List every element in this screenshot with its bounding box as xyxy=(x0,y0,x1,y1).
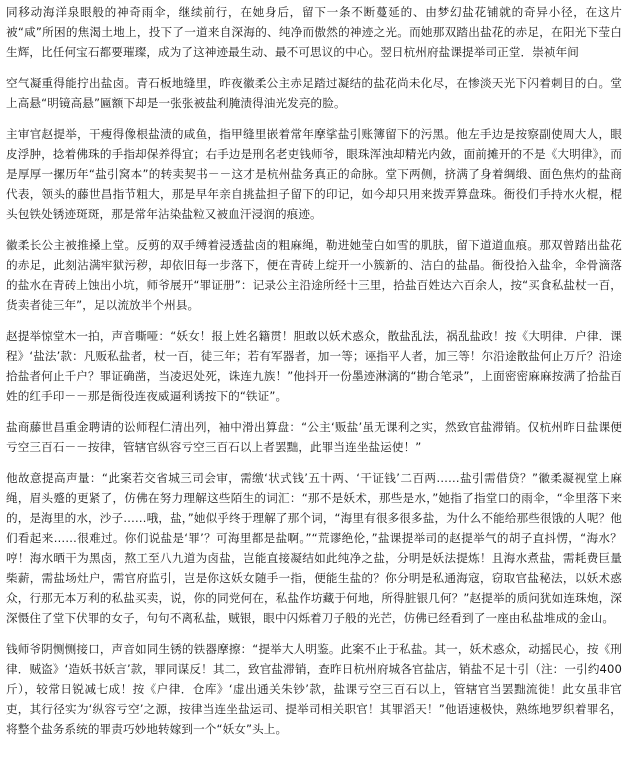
paragraph-5: 赵提举惊堂木一拍，声音嘶哑：“妖女！报上姓名籍贯！胆敢以妖术惑众，散盐乱法，祸乱盐政！按《大明律．户律．课程》‘盐法’款：凡贩私盐者，杖一百，徒三年；若有军器者，加一等；诬指平人者，加三等！尔沿途散盐何止万斤？沿途拾盐者何止千户？罪证确凿，当凌迟处死，诛连九族！”他抖开一份墨迹淋漓的“勘合笔录”，上面密密麻麻按满了拾盐百姓的红手印－－那是衙役连夜威逼利诱按下的“铁证”。 xyxy=(6,329,622,403)
paragraph-3: 主审官赵提举，干瘦得像根盐渍的咸鱼，指甲缝里嵌着常年摩挲盐引账簿留下的污黑。他左手边是按察副使周大人，眼皮浮肿，捻着佛珠的手指却保养得宜；右手边是刑名老吏钱师爷，眼珠浑浊却精光内敛，面前摊开的不是《大明律》，而是厚厚一摞历年“盐引窝本”的转卖契书－－这才是杭州盐务真正的命脉。堂下两侧，挤满了身着绸缎、面色焦灼的盐商代表，领头的藤世昌指节粗大，那是早年亲自挑盐担子留下的印记，如今却只用来拨弄算盘珠。衙役们手持水火棍，棍头包铁处锈迹斑斑，那是常年沾染盐粒又被血汗浸润的痕迹。 xyxy=(6,127,622,221)
paragraph-1: 同移动海洋泉眼般的神奇雨伞，继续前行，在她身后，留下一条不断蔓延的、由梦幻盐花铺就的奇异小径，在这片被“咸”所困的焦渴土地上，投下了一道来自深海的、纯净而傲然的神迹之光。而她那双踏出盐花的赤足，在阳光下莹白生辉，比任何宝石都要璀璨，成为了这神迹最生动、最不可思议的中心。翌日杭州府盐课提举司正堂．崇祯年间 xyxy=(6,5,622,59)
paragraph-4: 徽柔长公主被推搡上堂。反剪的双手缚着浸透盐卤的粗麻绳，勒进她莹白如雪的肌肤，留下道道血痕。那双曾踏出盐花的赤足，此刻沾满牢狱污秽，却依旧每一步落下，便在青砖上绽开一小簇新的、洁白的盐晶。衙役拾入盐伞，伞骨滴落的盐水在青砖上蚀出小坑，师爷展开“罪证册”：记录公主沿途所经十三里，拾盐百姓达六百余人，按“买食私盐杖一百，货卖者徒三年”，足以流放半个州县。 xyxy=(6,238,622,312)
paragraph-8: 钱师爷阴恻恻接口，声音如同生锈的铁器摩擦：“提举大人明鉴。此案不止于私盐。其一，妖术惑众，动摇民心，按《刑律．贼盗》‘造妖书妖言’款，罪同谋反！其二，致官盐滞销，查昨日杭州府城各官盐店，销盐不足十引（注：一引约400斤），较常日锐减七成！按《户律．仓库》‘虚出通关朱钞’款，盐课亏空三百石以上，管辖官当罢黜流徙！此女虽非官吏，其行径实为‘纵容亏空’之源，按律当连坐盐运司、提举司相关职官！其罪滔天！”他语速极快，熟练地罗织着罪名，将整个盐务系统的罪责巧妙地转嫁到一个“妖女”头上。 xyxy=(6,642,622,736)
document-body xyxy=(6,2,622,739)
paragraph-6: 盐商藤世昌重金聘请的讼师程仁清出列，袖中滑出算盘：“公主‘贩盐’虽无课利之实，然致官盐滞销。仅杭州昨日盐课便亏空三百石－－按律，管辖官纵容亏空三百石以上者罢黜，此罪当连坐盐运使！” xyxy=(6,420,622,454)
paragraph-2: 空气凝重得能拧出盐卤。青石板地缝里，昨夜徽柔公主赤足踏过凝结的盐花尚未化尽，在惨淡天光下闪着刺目的白。堂上高悬“明镜高悬”匾额下却是一张张被盐利腌渍得油光发亮的脸。 xyxy=(6,76,622,110)
paragraph-7: 他故意提高声量：“此案若交省城三司会审，需缴‘状式钱’五十两、‘干证钱’二百两……盐引需借贷？”徽柔凝视堂上麻绳，眉头蹙的更紧了，仿佛在努力理解这些陌生的词汇：“那不是妖术，那些是水，”她指了指堂口的雨伞，“伞里落下来的，是海里的水，沙子……哦，盐，”她似乎终于理解了那个词，“海里有很多很多盐，为什么不能给那些很饿的人呢？他们看起来……很难过。你们说盐是‘罪’？可海里都是盐啊。”“荒谬绝伦，”盐课提举司的赵提举气的胡子直抖愣，“海水？哼！海水晒干为黑卤，熬工至八九道为卤盐，岂能直接凝结如此纯净之盐，分明是妖法提炼！且海水煮盐，需耗费巨量柴薪，需盐场灶户，需官府监引，岂是你这妖女随手一指，便能生盐的？你分明是私通海寇，窃取官盐秘法，以妖术惑众，行那无本万利的私盐买卖，说，你的同党何在，私盐作坊藏于何地，所得脏银几何？”赵提举的质问犹如连珠炮，深深慑住了堂下伏罪的女子，句句不离私盐，贼银，眼中闪烁着刀子般的光芒，仿佛已经看到了一座由私盐堆成的金山。 xyxy=(6,471,622,625)
